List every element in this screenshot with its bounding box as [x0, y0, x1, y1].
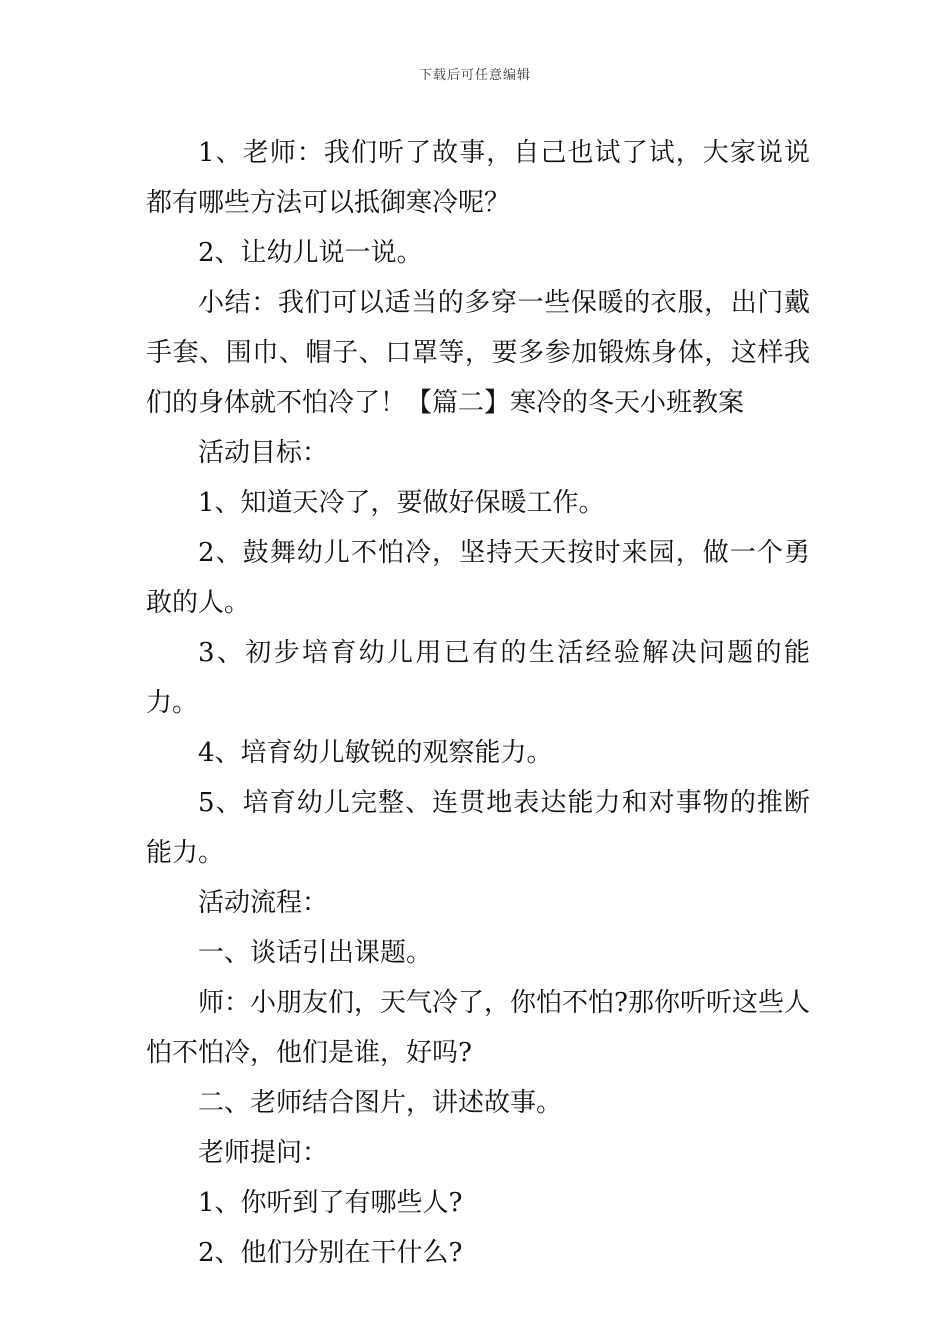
paragraph: 2、让幼儿说一说。 — [198, 238, 423, 268]
paragraph: 2、鼓舞幼儿不怕冷，坚持天天按时来园，做一个勇敢的人。 — [146, 538, 810, 618]
paragraph: 1、老师：我们听了故事，自己也试了试，大家说说都有哪些方法可以抵御寒冷呢？ — [146, 138, 810, 218]
paragraph: 1、知道天冷了，要做好保暖工作。 — [198, 488, 605, 518]
paragraph: 1、你听到了有哪些人? — [198, 1188, 463, 1218]
paragraph: 活动目标： — [198, 438, 329, 468]
paragraph: 3、初步培育幼儿用已有的生活经验解决问题的能力。 — [146, 638, 810, 718]
paragraph: 老师提问： — [198, 1138, 329, 1168]
paragraph: 二、老师结合图片，讲述故事。 — [198, 1088, 563, 1118]
paragraph: 小结：我们可以适当的多穿一些保暖的衣服，出门戴手套、围巾、帽子、口罩等，要多参加锻炼身体，这样我们的身体就不怕冷了！【篇二】寒冷的冬天小班教案 — [146, 288, 810, 418]
paragraph: 2、他们分别在干什么? — [198, 1238, 463, 1268]
document-body — [146, 128, 810, 1278]
paragraph: 师：小朋友们，天气冷了，你怕不怕?那你听听这些人怕不怕冷，他们是谁，好吗? — [146, 988, 810, 1068]
paragraph: 活动流程： — [198, 888, 329, 918]
paragraph: 5、培育幼儿完整、连贯地表达能力和对事物的推断能力。 — [146, 788, 810, 868]
paragraph: 4、培育幼儿敏锐的观察能力。 — [198, 738, 553, 768]
header-note: 下载后可任意编辑 — [418, 68, 531, 83]
paragraph: 一、谈话引出课题。 — [198, 938, 433, 968]
